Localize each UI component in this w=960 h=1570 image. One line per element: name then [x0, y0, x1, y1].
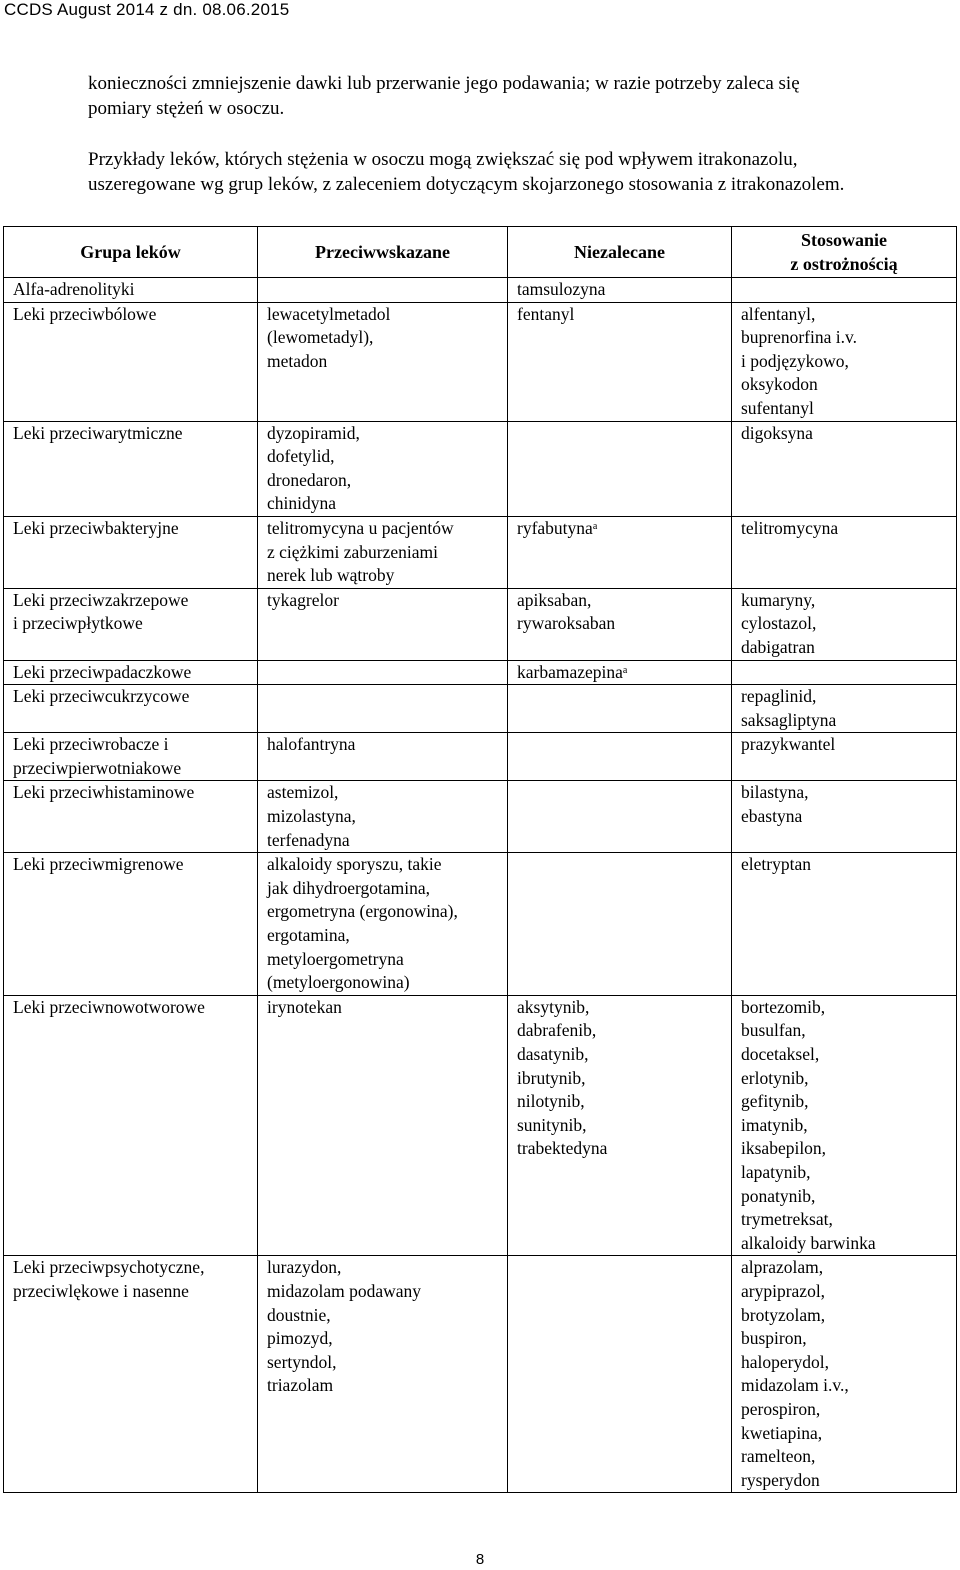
cell-not-recommended-line [517, 1090, 727, 1114]
cell-group-line [13, 781, 253, 805]
cell-caution [732, 278, 957, 303]
cell-contraindicated-line [267, 971, 503, 995]
cell-contraindicated-text: telitromycyna u pacjentów [267, 517, 454, 538]
cell-caution-text: docetaksel, [741, 1044, 820, 1064]
cell-contraindicated-line [267, 1304, 503, 1328]
cell-group-line [13, 685, 253, 709]
cell-caution-text: kwetiapina, [741, 1422, 823, 1443]
cell-contraindicated [258, 278, 508, 303]
cell-group [4, 302, 258, 421]
cell-contraindicated-line [267, 853, 503, 877]
cell-caution-line [741, 1398, 952, 1422]
cell-caution [732, 685, 957, 733]
cell-caution-text: sufentanyl [741, 397, 814, 418]
footnote-marker: a [622, 664, 628, 676]
cell-group [4, 1256, 258, 1493]
cell-caution-line [741, 303, 952, 327]
cell-caution-text: eletryptan [741, 854, 811, 875]
cell-caution-text: gefitynib, [741, 1091, 809, 1112]
cell-group [4, 278, 258, 303]
cell-caution-text: oksykodon [741, 374, 818, 395]
cell-contraindicated-text: metyloergometryna [267, 948, 404, 969]
cell-caution-text: alfentanyl, [741, 303, 816, 324]
cell-not-recommended-text: tamsulozyna [517, 279, 606, 299]
cell-not-recommended-text: karbamazepina [517, 661, 623, 682]
table-header-row [4, 227, 957, 278]
table-row [4, 421, 957, 516]
cell-group-text: Leki przeciwpadaczkowe [13, 661, 192, 682]
cell-caution-text: buspiron, [741, 1328, 807, 1349]
cell-contraindicated-text: doustnie, [267, 1304, 331, 1325]
footnote-marker: a [592, 520, 598, 532]
cell-group-line [13, 278, 253, 302]
cell-contraindicated-line [267, 805, 503, 829]
cell-caution-text: alkaloidy barwinka [741, 1232, 876, 1253]
cell-contraindicated-line [267, 541, 503, 565]
cell-not-recommended-line [517, 1114, 727, 1138]
cell-contraindicated [258, 853, 508, 996]
cell-group-text: przeciwpierwotniakowe [13, 757, 182, 778]
cell-caution-text: ramelteon, [741, 1446, 816, 1467]
table-row [4, 733, 957, 781]
cell-contraindicated-text: triazolam [267, 1375, 334, 1396]
cell-not-recommended-line [517, 1019, 727, 1043]
cell-not-recommended-text: nilotynib, [517, 1091, 585, 1112]
intro-paragraph [88, 71, 948, 121]
cell-group-line [13, 517, 253, 541]
cell-caution-text: kumaryny, [741, 589, 816, 610]
cell-contraindicated-line [267, 781, 503, 805]
cell-caution-text: erlotynib, [741, 1067, 809, 1088]
cell-not-recommended-text: aksytynib, [517, 996, 590, 1017]
cell-caution-line [741, 1114, 952, 1138]
cell-not-recommended-text: rywaroksaban [517, 613, 616, 634]
header-contraindicated: Przeciwwskazane [258, 227, 508, 278]
caption-line-1: Przykłady leków, których stężenia w osoczu mogą zwiększać się pod wpływem itrakonazolu, [88, 149, 798, 170]
cell-caution-text: buprenorfina i.v. [741, 327, 857, 348]
table-row [4, 588, 957, 660]
cell-not-recommended-line [517, 996, 727, 1020]
cell-group-line [13, 733, 253, 757]
cell-not-recommended-text: dabrafenib, [517, 1020, 597, 1041]
cell-contraindicated-text: tykagrelor [267, 589, 339, 610]
cell-caution-text: ebastyna [741, 806, 803, 827]
cell-contraindicated-line [267, 326, 503, 350]
cell-not-recommended-line [517, 303, 727, 327]
cell-group [4, 995, 258, 1256]
cell-contraindicated-line [267, 948, 503, 972]
cell-caution-text: repaglinid, [741, 686, 817, 707]
cell-group-line [13, 853, 253, 877]
cell-caution-line [741, 733, 952, 757]
cell-caution-line [741, 1208, 952, 1232]
page-number: 8 [475, 1551, 485, 1568]
header-caution-line-1: Stosowanie [800, 230, 887, 250]
cell-contraindicated [258, 733, 508, 781]
cell-caution-line [741, 853, 952, 877]
cell-contraindicated-text: halofantryna [267, 734, 356, 755]
cell-caution-line [741, 996, 952, 1020]
cell-caution-text: rysperydon [741, 1469, 820, 1490]
cell-caution-text: ponatynib, [741, 1185, 816, 1206]
cell-group-text: i przeciwpłytkowe [13, 613, 143, 634]
cell-caution-line [741, 1043, 952, 1067]
cell-group-text: Leki przeciwpsychotyczne, [13, 1257, 205, 1278]
cell-contraindicated-line [267, 1256, 503, 1280]
cell-group-text: Leki przeciwmigrenowe [13, 854, 184, 875]
header-group: Grupa leków [4, 227, 258, 278]
cell-caution [732, 588, 957, 660]
cell-not-recommended [508, 421, 732, 516]
cell-group [4, 421, 258, 516]
cell-contraindicated-line [267, 1327, 503, 1351]
cell-caution-line [741, 1137, 952, 1161]
cell-not-recommended-line [517, 1067, 727, 1091]
cell-caution-text: perospiron, [741, 1398, 821, 1419]
table-body [4, 278, 957, 1493]
cell-caution-line [741, 1280, 952, 1304]
cell-not-recommended [508, 660, 732, 685]
table-row [4, 1256, 957, 1493]
cell-caution-text: imatynib, [741, 1114, 808, 1135]
cell-contraindicated-line [267, 422, 503, 446]
cell-contraindicated-text: terfenadyna [267, 829, 350, 850]
cell-caution [732, 421, 957, 516]
cell-caution-line [741, 709, 952, 733]
cell-contraindicated-line [267, 564, 503, 588]
cell-caution-text: midazolam i.v., [741, 1375, 849, 1396]
cell-caution-line [741, 397, 952, 421]
cell-contraindicated-text: chinidyna [267, 493, 337, 514]
cell-caution-line [741, 350, 952, 374]
cell-not-recommended-text: ryfabutyna [517, 517, 593, 538]
cell-group-line [13, 757, 253, 781]
cell-contraindicated-text: dronedaron, [267, 469, 352, 490]
table-row [4, 302, 957, 421]
header-caution [732, 227, 957, 278]
table-row [4, 781, 957, 853]
cell-contraindicated [258, 421, 508, 516]
cell-caution-line [741, 589, 952, 613]
cell-group [4, 853, 258, 996]
cell-caution-text: arypiprazol, [741, 1280, 826, 1301]
cell-group-text: Leki przeciwnowotworowe [13, 996, 205, 1017]
cell-caution [732, 660, 957, 685]
cell-contraindicated-line [267, 996, 503, 1020]
cell-caution-line [741, 1019, 952, 1043]
table-row [4, 995, 957, 1256]
cell-not-recommended-line [517, 612, 727, 636]
cell-not-recommended-text: trabektedyna [517, 1138, 608, 1159]
cell-caution-text: i podjęzykowo, [741, 350, 849, 371]
cell-group [4, 781, 258, 853]
cell-contraindicated-text: dyzopiramid, [267, 422, 360, 443]
cell-caution-text: bilastyna, [741, 782, 809, 803]
cell-not-recommended [508, 995, 732, 1256]
cell-group-text: Leki przeciwbakteryjne [13, 517, 179, 538]
cell-caution-text: busulfan, [741, 1020, 806, 1041]
cell-not-recommended-text: ibrutynib, [517, 1067, 586, 1088]
cell-contraindicated-text: ergometryna (ergonowina), [267, 901, 458, 922]
cell-group-text: Leki przeciwhistaminowe [13, 782, 195, 803]
table-row [4, 516, 957, 588]
cell-caution-line [741, 1161, 952, 1185]
cell-not-recommended [508, 733, 732, 781]
cell-caution-line [741, 1327, 952, 1351]
cell-not-recommended [508, 588, 732, 660]
cell-caution-line [741, 1304, 952, 1328]
cell-caution-text: haloperydol, [741, 1351, 829, 1372]
cell-caution [732, 1256, 957, 1493]
cell-contraindicated-text: (lewometadyl), [267, 327, 374, 348]
intro-line-2: pomiary stężeń w osoczu. [88, 98, 285, 119]
cell-contraindicated-line [267, 469, 503, 493]
cell-caution-text: cylostazol, [741, 613, 817, 634]
cell-contraindicated [258, 685, 508, 733]
cell-group-line [13, 303, 253, 327]
cell-contraindicated-text: nerek lub wątroby [267, 565, 395, 586]
cell-caution-text: prazykwantel [741, 734, 836, 755]
caption-line-2: uszeregowane wg grup leków, z zaleceniem dotyczącym skojarzonego stosowania z itrakonazolem. [88, 174, 845, 195]
cell-caution-line [741, 1422, 952, 1446]
cell-contraindicated-line [267, 517, 503, 541]
intro-line-1: konieczności zmniejszenie dawki lub przerwanie jego podawania; w razie potrzeby zaleca się [88, 73, 800, 94]
cell-not-recommended-text: apiksaban, [517, 589, 592, 610]
cell-caution-text: saksagliptyna [741, 709, 837, 730]
cell-group-text: przeciwlękowe i nasenne [13, 1280, 189, 1301]
cell-caution-text: trymetreksat, [741, 1209, 833, 1230]
cell-group-line [13, 1280, 253, 1304]
table-row [4, 660, 957, 685]
cell-contraindicated-text: lewacetylmetadol [267, 303, 391, 324]
cell-contraindicated-line [267, 1280, 503, 1304]
cell-caution [732, 302, 957, 421]
cell-contraindicated-text: dofetylid, [267, 446, 335, 467]
cell-caution-line [741, 1090, 952, 1114]
cell-caution-line [741, 422, 952, 446]
cell-caution-line [741, 326, 952, 350]
cell-caution-text: lapatynib, [741, 1161, 811, 1182]
cell-caution [732, 516, 957, 588]
cell-group-text: Leki przeciwbólowe [13, 303, 157, 324]
cell-caution-line [741, 612, 952, 636]
cell-contraindicated-line [267, 492, 503, 516]
cell-group-line [13, 996, 253, 1020]
cell-contraindicated-line [267, 900, 503, 924]
cell-contraindicated-line [267, 733, 503, 757]
cell-contraindicated [258, 516, 508, 588]
cell-contraindicated-text: pimozyd, [267, 1328, 333, 1349]
cell-group-text: Leki przeciwzakrzepowe [13, 589, 189, 610]
cell-contraindicated-text: lurazydon, [267, 1257, 342, 1278]
cell-not-recommended-line [517, 1137, 727, 1161]
cell-contraindicated-text: midazolam podawany [267, 1280, 422, 1301]
cell-caution-line [741, 1445, 952, 1469]
cell-caution-line [741, 1469, 952, 1493]
cell-not-recommended-line [517, 517, 727, 541]
cell-caution-line [741, 1185, 952, 1209]
cell-caution-text: bortezomib, [741, 996, 826, 1017]
cell-not-recommended-text: sunitynib, [517, 1114, 587, 1135]
cell-caution-line [741, 517, 952, 541]
cell-contraindicated-text: sertyndol, [267, 1351, 337, 1372]
cell-group-line [13, 661, 253, 685]
cell-caution-line [741, 685, 952, 709]
cell-contraindicated-text: ergotamina, [267, 925, 350, 946]
cell-contraindicated-line [267, 445, 503, 469]
cell-contraindicated-line [267, 350, 503, 374]
cell-contraindicated-line [267, 589, 503, 613]
cell-caution-line [741, 1256, 952, 1280]
cell-group-line [13, 589, 253, 613]
cell-not-recommended-line [517, 278, 727, 302]
cell-not-recommended [508, 781, 732, 853]
cell-contraindicated-line [267, 1351, 503, 1375]
cell-contraindicated-text: z ciężkimi zaburzeniami [267, 541, 439, 562]
header-not-recommended: Niezalecane [508, 227, 732, 278]
cell-caution-line [741, 805, 952, 829]
cell-contraindicated [258, 660, 508, 685]
cell-contraindicated-text: jak dihydroergotamina, [267, 877, 430, 898]
cell-group-text: Leki przeciwrobacze i [13, 734, 169, 755]
cell-caution-text: iksabepilon, [741, 1138, 827, 1159]
header-caution-line-2: z ostrożnością [790, 254, 898, 274]
cell-group-line [13, 612, 253, 636]
table-row [4, 685, 957, 733]
cell-contraindicated [258, 588, 508, 660]
cell-caution-text: brotyzolam, [741, 1304, 826, 1325]
cell-caution-text: telitromycyna [741, 517, 839, 538]
cell-contraindicated-line [267, 877, 503, 901]
cell-contraindicated-line [267, 924, 503, 948]
cell-caution-line [741, 1067, 952, 1091]
cell-not-recommended [508, 1256, 732, 1493]
cell-contraindicated [258, 781, 508, 853]
cell-group-line [13, 1256, 253, 1280]
cell-not-recommended [508, 278, 732, 303]
cell-caution-line [741, 636, 952, 660]
cell-caution-text: alprazolam, [741, 1257, 824, 1278]
cell-contraindicated-text: metadon [267, 350, 328, 371]
cell-caution [732, 995, 957, 1256]
cell-not-recommended-text: fentanyl [517, 303, 575, 324]
document-header: CCDS August 2014 z dn. 08.06.2015 [4, 0, 290, 19]
cell-caution-text: dabigatran [741, 636, 815, 657]
cell-group [4, 660, 258, 685]
cell-contraindicated-line [267, 303, 503, 327]
cell-group [4, 733, 258, 781]
cell-contraindicated-text: astemizol, [267, 782, 339, 803]
cell-not-recommended [508, 516, 732, 588]
cell-contraindicated-text: (metyloergonowina) [267, 972, 410, 993]
cell-not-recommended-line [517, 661, 727, 685]
cell-group [4, 685, 258, 733]
cell-group [4, 588, 258, 660]
cell-contraindicated [258, 1256, 508, 1493]
cell-contraindicated [258, 302, 508, 421]
cell-group-text: Leki przeciwarytmiczne [13, 422, 183, 443]
cell-not-recommended-line [517, 1043, 727, 1067]
cell-caution-line [741, 781, 952, 805]
cell-not-recommended-text: dasatynib, [517, 1044, 589, 1064]
cell-contraindicated-text: mizolastyna, [267, 806, 356, 827]
table-row [4, 853, 957, 996]
cell-contraindicated-line [267, 829, 503, 853]
cell-contraindicated-text: alkaloidy sporyszu, takie [267, 854, 442, 875]
cell-caution-text: digoksyna [741, 422, 813, 443]
cell-group-text: Leki przeciwcukrzycowe [13, 686, 190, 707]
cell-not-recommended [508, 685, 732, 733]
cell-not-recommended-line [517, 589, 727, 613]
table-row [4, 278, 957, 303]
cell-caution [732, 853, 957, 996]
cell-not-recommended [508, 853, 732, 996]
cell-caution-line [741, 1351, 952, 1375]
cell-caution-line [741, 373, 952, 397]
cell-group-line [13, 422, 253, 446]
cell-contraindicated [258, 995, 508, 1256]
cell-contraindicated-text: irynotekan [267, 996, 342, 1017]
cell-contraindicated-line [267, 1374, 503, 1398]
cell-caution-line [741, 1232, 952, 1256]
cell-caution-line [741, 1374, 952, 1398]
table-caption-paragraph [88, 147, 948, 197]
cell-group [4, 516, 258, 588]
drug-interaction-table [3, 226, 957, 1493]
cell-caution [732, 781, 957, 853]
cell-caution [732, 733, 957, 781]
cell-not-recommended [508, 302, 732, 421]
cell-group-text: Alfa-adrenolityki [13, 279, 135, 299]
